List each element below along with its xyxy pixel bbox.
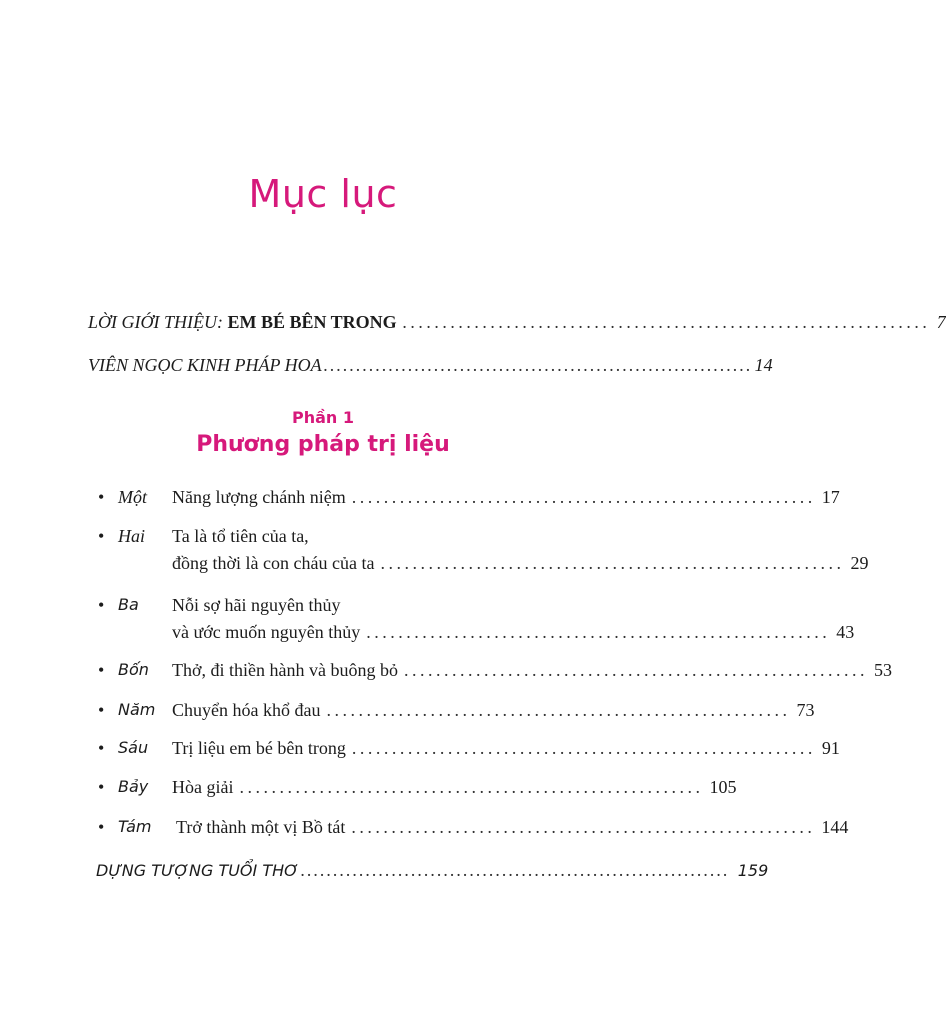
chapter-number: Bảy [118, 777, 149, 796]
dot-leader: .......................................................... [366, 622, 831, 642]
toc-page-number: 17 [821, 487, 840, 507]
toc-entry-label [88, 312, 397, 333]
chapter-title: Thở, đi thiền hành và buông bỏ [172, 660, 398, 680]
chapter-title: Chuyển hóa khổ đau [172, 700, 321, 720]
bullet: • [98, 817, 105, 837]
intro-label-bold: EM BÉ BÊN TRONG [227, 312, 397, 332]
chapter-number: Tám [118, 817, 152, 836]
toc-entry-label: VIÊN NGỌC KINH PHÁP HOA [88, 355, 322, 375]
toc-page-number: 53 [873, 660, 892, 680]
chapter-title-line1: Ta là tổ tiên của ta, [172, 526, 309, 546]
chapter-title: Hòa giải [172, 777, 234, 797]
toc-entry-label: DỰNG TƯỢNG TUỔI THƠ [96, 861, 299, 880]
toc-entry-pearl [88, 355, 773, 376]
dot-leader: .................................................................. [323, 355, 753, 375]
toc-entry-intro [88, 312, 946, 333]
part-title: Phương pháp trị liệu [196, 432, 450, 457]
dot-leader: .................................................................. [402, 312, 931, 332]
dot-leader: .......................................................... [403, 660, 868, 680]
bullet: • [98, 777, 105, 797]
toc-page-number: 7 [936, 312, 946, 332]
dot-leader: .......................................................... [380, 553, 845, 573]
bullet: • [98, 660, 105, 680]
dot-leader: .......................................................... [326, 700, 791, 720]
dot-leader: .................................................................. [300, 860, 730, 880]
bullet: • [98, 526, 105, 546]
chapter-number: Ba [118, 595, 139, 614]
toc-page-number: 159 [737, 861, 769, 880]
chapter-number: Một [118, 487, 147, 507]
chapter-title: đồng thời là con cháu của ta [172, 553, 375, 573]
chapter-number: Bốn [118, 660, 149, 679]
toc-page-number: 14 [754, 355, 773, 375]
chapter-number: Sáu [118, 738, 149, 757]
toc-page-number: 91 [821, 738, 840, 758]
toc-chapter [98, 660, 892, 686]
page-title: Mục lục [248, 172, 398, 216]
toc-page-number: 144 [821, 817, 849, 837]
toc-chapter [98, 700, 815, 726]
toc-page-number: 43 [836, 622, 855, 642]
toc-page-number: 105 [709, 777, 737, 797]
toc-entry-ending [96, 860, 769, 881]
toc-chapter [98, 595, 855, 647]
toc-page-number: 29 [850, 553, 869, 573]
dot-leader: .......................................................... [351, 738, 816, 758]
chapter-number: Hai [118, 526, 145, 546]
bullet: • [98, 700, 105, 720]
toc-chapter [98, 817, 849, 843]
toc-chapter [98, 487, 840, 513]
part-label: Phần 1 [291, 408, 354, 427]
chapter-title: Trị liệu em bé bên trong [172, 738, 346, 758]
toc-chapter [98, 738, 840, 764]
bullet: • [98, 487, 105, 507]
chapter-title: Năng lượng chánh niệm [172, 487, 346, 507]
dot-leader: .......................................................... [239, 777, 704, 797]
toc-chapter [98, 777, 737, 803]
toc-page-number: 73 [796, 700, 815, 720]
dot-leader: .......................................................... [351, 817, 816, 837]
toc-chapter [98, 526, 869, 578]
intro-label-italic: LỜI GIỚI THIỆU: [88, 312, 223, 332]
bullet: • [98, 595, 105, 615]
dot-leader: .......................................................... [351, 487, 816, 507]
chapter-title-line1: Nỗi sợ hãi nguyên thủy [172, 595, 341, 615]
chapter-title: Trở thành một vị Bồ tát [176, 817, 346, 837]
bullet: • [98, 738, 105, 758]
chapter-number: Năm [118, 700, 156, 719]
chapter-title: và ước muốn nguyên thủy [172, 622, 361, 642]
